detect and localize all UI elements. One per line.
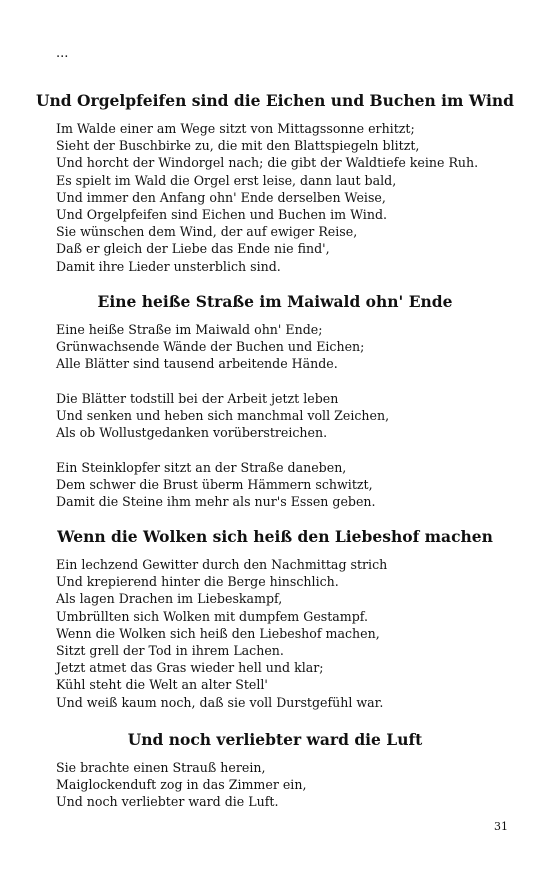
verse-line: Und senken und heben sich manchmal voll Zeichen, (56, 408, 390, 423)
verse-line: Und weiß kaum noch, daß sie voll Durstgefühl war. (56, 694, 384, 710)
verse-line: Alle Blätter sind tausend arbeitende Hände. (56, 356, 338, 372)
verse-line: Es spielt im Wald die Orgel erst leise, dann laut bald, (56, 172, 397, 188)
stanza-gap (0, 373, 550, 390)
stanza (0, 390, 550, 442)
stanza (0, 459, 550, 511)
verse-line: Die Blätter todstill bei der Arbeit jetzt leben (56, 390, 339, 406)
verse-line: Sie brachte einen Strauß herein, (56, 760, 266, 775)
poem-heading: Eine heiße Straße im Maiwald ohn' Ende (97, 292, 453, 311)
verse-line: Sitzt grell der Tod in ihrem Lachen. (56, 643, 284, 659)
page-number: 31 (494, 820, 508, 833)
verse-line: Dem schwer die Brust überm Hämmern schwitzt, (56, 476, 373, 492)
verse-line: Jetzt atmet das Gras wieder hell und klar; (56, 660, 324, 676)
stanza-gap (0, 441, 550, 458)
verse-line: Daß er gleich der Liebe das Ende nie find', (56, 241, 330, 257)
verse-line: Grünwachsende Wände der Buchen und Eichen; (56, 339, 365, 355)
verse-line: Und immer den Anfang ohn' Ende derselben Weise, (56, 189, 386, 205)
verse-line: Umbrüllten sich Wolken mit dumpfem Gestampf. (56, 608, 369, 624)
verse-line: Sie wünschen dem Wind, der auf ewiger Reise, (56, 224, 358, 240)
poem-heading: Und Orgelpfeifen sind die Eichen und Buchen im Wind (36, 91, 514, 110)
verse-line: Als lagen Drachen im Liebeskampf, (56, 591, 283, 607)
verse-line: Damit die Steine ihm mehr als nur's Essen geben. (56, 494, 376, 509)
stanza (0, 759, 550, 811)
stanza (0, 120, 550, 275)
verse-line: Maiglockenduft zog in das Zimmer ein, (56, 777, 307, 793)
stanza (0, 556, 550, 711)
verse-line: Wenn die Wolken sich heiß den Liebeshof machen, (56, 625, 380, 641)
stanza (0, 321, 550, 373)
verse-line: Eine heiße Straße im Maiwald ohn' Ende; (56, 322, 323, 337)
verse-line: Ein lechzend Gewitter durch den Nachmittag strich (56, 557, 388, 572)
verse-line: Damit ihre Lieder unsterblich sind. (56, 258, 281, 274)
verse-line: Sieht der Buschbirke zu, die mit den Blattspiegeln blitzt, (56, 138, 420, 154)
verse-line: Ein Steinklopfer sitzt an der Straße daneben, (56, 459, 347, 475)
verse-line: Im Walde einer am Wege sitzt von Mittagssonne erhitzt; (56, 121, 415, 136)
verse-line: Kühl steht die Welt an alter Stell' (56, 677, 268, 693)
poem-heading: Wenn die Wolken sich heiß den Liebeshof machen (57, 527, 493, 546)
verse-line: Und Orgelpfeifen sind Eichen und Buchen im Wind. (56, 207, 388, 223)
poem-section (0, 91, 550, 275)
ellipsis: ... (56, 46, 69, 61)
verse-line: Als ob Wollustgedanken vorüberstreichen. (56, 425, 328, 441)
verse-line: Und noch verliebter ward die Luft. (56, 794, 279, 810)
verse-line: Und krepierend hinter die Berge hinschlich. (56, 574, 339, 590)
poem-section (0, 730, 550, 811)
poem-section (0, 527, 550, 711)
poem-section (0, 292, 550, 510)
verse-line: Und horcht der Windorgel nach; die gibt der Waldtiefe keine Ruh. (56, 155, 479, 171)
poem-heading: Und noch verliebter ward die Luft (127, 730, 423, 749)
